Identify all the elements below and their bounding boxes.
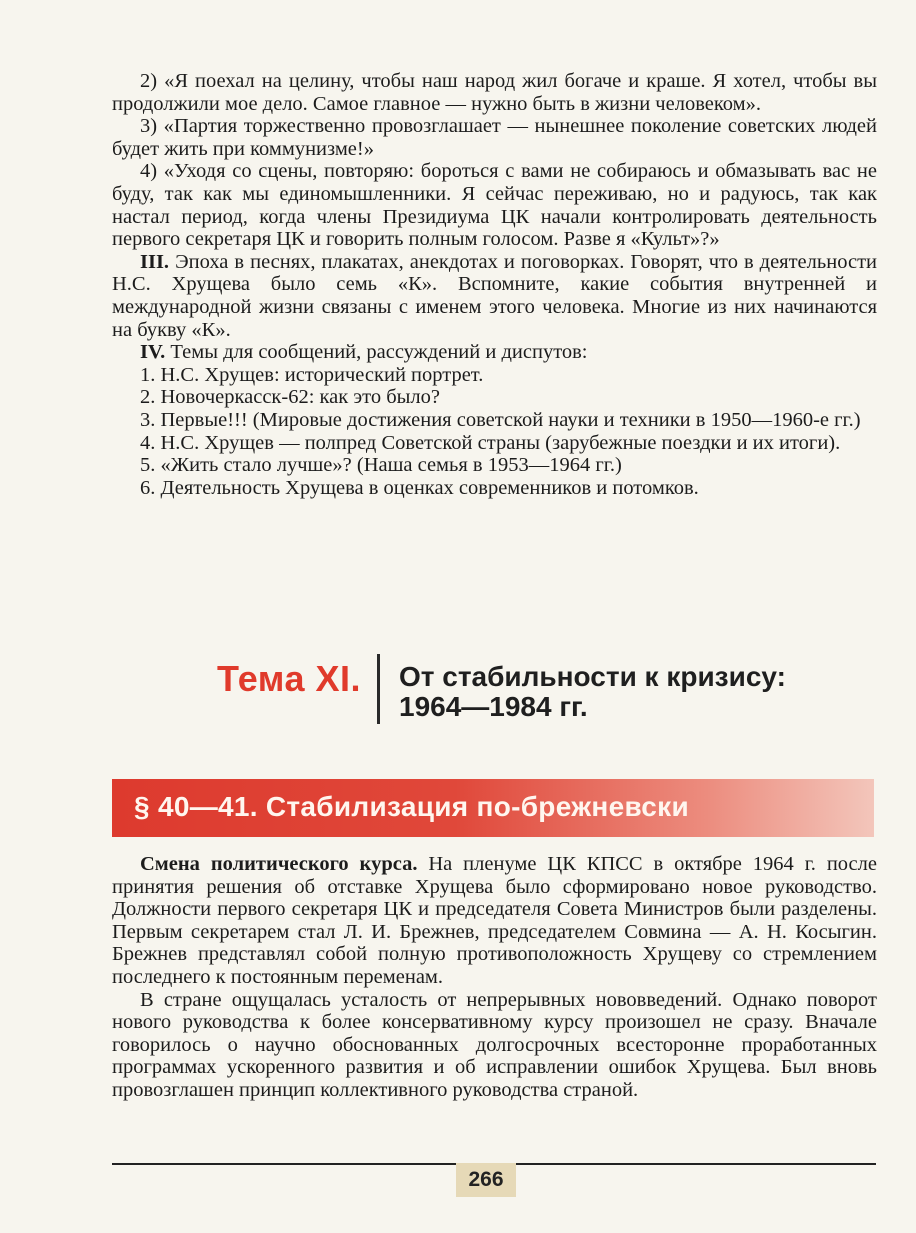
task-3-text: Эпоха в песнях, плакатах, анекдотах и поговорках. Говорят, что в деятельности Н.С. Хрущева было семь «К». Вспомните, какие события внутренней и международной жизни связаны с именем этого человека. Многие из них начинаются на букву «К». [112,250,877,341]
paragraph-heading: § 40—41. Стабилизация по-брежневски [134,791,689,822]
theme-title-line2: 1964—1984 гг. [399,691,588,722]
task-3-number: III. [140,250,170,273]
assignments-section [112,70,877,499]
theme-header [0,650,916,730]
theme-title [399,662,786,722]
topic-item: 3. Первые!!! (Мировые достижения советской науки и техники в 1950—1960-е гг.) [140,408,861,431]
topic-item: 5. «Жить стало лучше»? (Наша семья в 1953—1964 гг.) [140,454,622,477]
paragraph-body [112,853,877,1102]
topic-item: 4. Н.С. Хрущев — полпред Советской страны (зарубежные поездки и их итоги). [140,431,841,454]
topic-item: 1. Н.С. Хрущев: исторический портрет. [140,363,484,386]
topic-item: 2. Новочеркасск-62: как это было? [140,386,441,409]
theme-title-line1: От стабильности к кризису: [399,661,786,692]
task-4-number: IV. [140,341,166,364]
task-3 [112,251,877,341]
quote-3: 3) «Партия торжественно провозглашает — нынешнее поколение советских людей будет жить при коммунизме!» [112,115,877,160]
body-paragraph-1-text: На пленуме ЦК КПСС в октябре 1964 г. после принятия решения об отставке Хрущева было сформировано новое руководство. Должности первого секретаря ЦК и председателя Совета Министров были разделены. Первым секретарем стал Л. И. Брежнев, председателем Совмина — А. Н. Косыгин. Брежнев представлял собой полную противоположность Хрущеву со стремлением последнего к постоянным переменам. [112,853,877,988]
quote-2: 2) «Я поехал на целину, чтобы наш народ жил богаче и краше. Я хотел, чтобы вы продолжили мое дело. Самое главное — нужно быть в жизни человеком». [112,70,877,115]
paragraph-heading-banner [112,779,874,837]
theme-number: Тема XI. [217,658,361,699]
task-4 [112,341,877,364]
body-paragraph-1 [112,853,877,989]
quote-4: 4) «Уходя со сцены, повторяю: бороться с вами не собираюсь и обмазывать вас не буду, так как мы единомышленники. Я сейчас переживаю, но и радуюсь, так как настал период, когда члены Президиума ЦК начали контролировать деятельность первого секретаря ЦК и говорить полным голосом. Разве я «Культ»?» [112,160,877,251]
page-number: 266 [456,1163,516,1197]
theme-divider [377,654,380,724]
body-paragraph-2: В стране ощущалась усталость от непрерывных нововведений. Однако поворот нового руководства к более консервативному курсу произошел не сразу. Вначале говорилось о научно обоснованных долгосрочных всесторонне проработанных программах ускоренного развития и об исправлении ошибок Хрущева. Был вновь провозглашен принцип коллективного руководства страной. [112,988,877,1101]
task-4-text: Темы для сообщений, рассуждений и диспутов: [170,341,588,364]
topic-item: 6. Деятельность Хрущева в оценках современников и потомков. [140,476,699,499]
body-lead-heading: Смена политического курса. [140,853,418,875]
